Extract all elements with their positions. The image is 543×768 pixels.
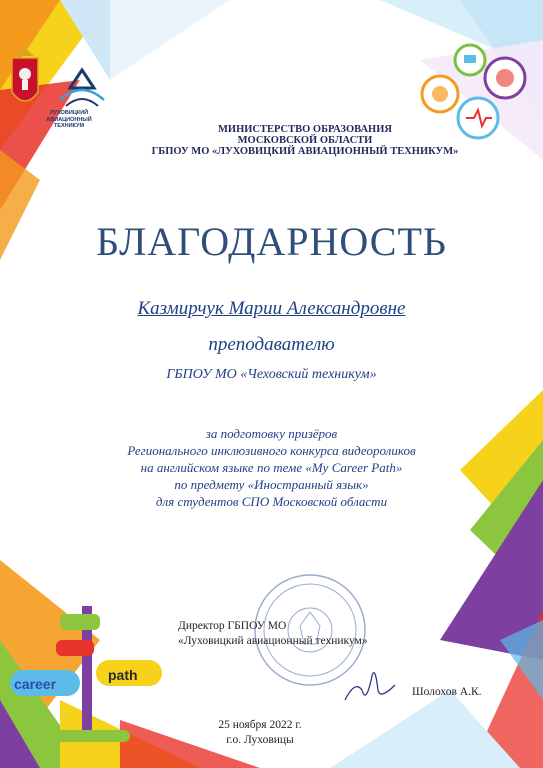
logo-caption-line: ТЕХНИКУМ [53,123,85,129]
signature-icon [345,673,395,700]
reason-line: по предмету «Иностранный язык» [174,477,369,492]
director-title [178,619,368,649]
director-line: «Луховицкий авиационный техникум» [178,635,368,647]
issue-date [180,718,340,748]
college-logo-caption [44,110,94,130]
signpost-path-label: path [108,667,138,683]
signer-name: Шолохов А.К. [412,686,482,698]
logo-caption-line: ЛУХОВИЦКИЙ [49,110,89,116]
certificate-title: БЛАГОДАРНОСТЬ [96,219,447,264]
ministry-line: МИНИСТЕРСТВО ОБРАЗОВАНИЯ [218,124,392,135]
reason-line: на английском языке по теме «My Career Path» [140,460,403,475]
logo-caption-line: АВИАЦИОННЫЙ [46,116,92,123]
recipient-name: Казмирчук Марии Александровне [137,298,406,319]
city-line: г.о. Луховицы [226,734,294,746]
reason-line: для студентов СПО Московской области [155,494,388,509]
recipient-organization: ГБПОУ МО «Чеховский техникум» [166,367,377,382]
date-line: 25 ноября 2022 г. [218,719,302,731]
ministry-line: ГБПОУ МО «ЛУХОВИЦКИЙ АВИАЦИОННЫЙ ТЕХНИКУМ» [151,146,459,157]
reason-line: за подготовку призёров [205,426,338,441]
reason-line: Регионального инклюзивного конкурса видеороликов [127,443,416,458]
recipient-role: преподавателю [208,334,335,355]
director-line: Директор ГБПОУ МО [178,620,287,632]
award-reason [60,425,483,510]
signpost-career-label: career [14,676,57,692]
ministry-header [100,124,510,157]
ministry-line: МОСКОВСКОЙ ОБЛАСТИ [237,135,373,146]
